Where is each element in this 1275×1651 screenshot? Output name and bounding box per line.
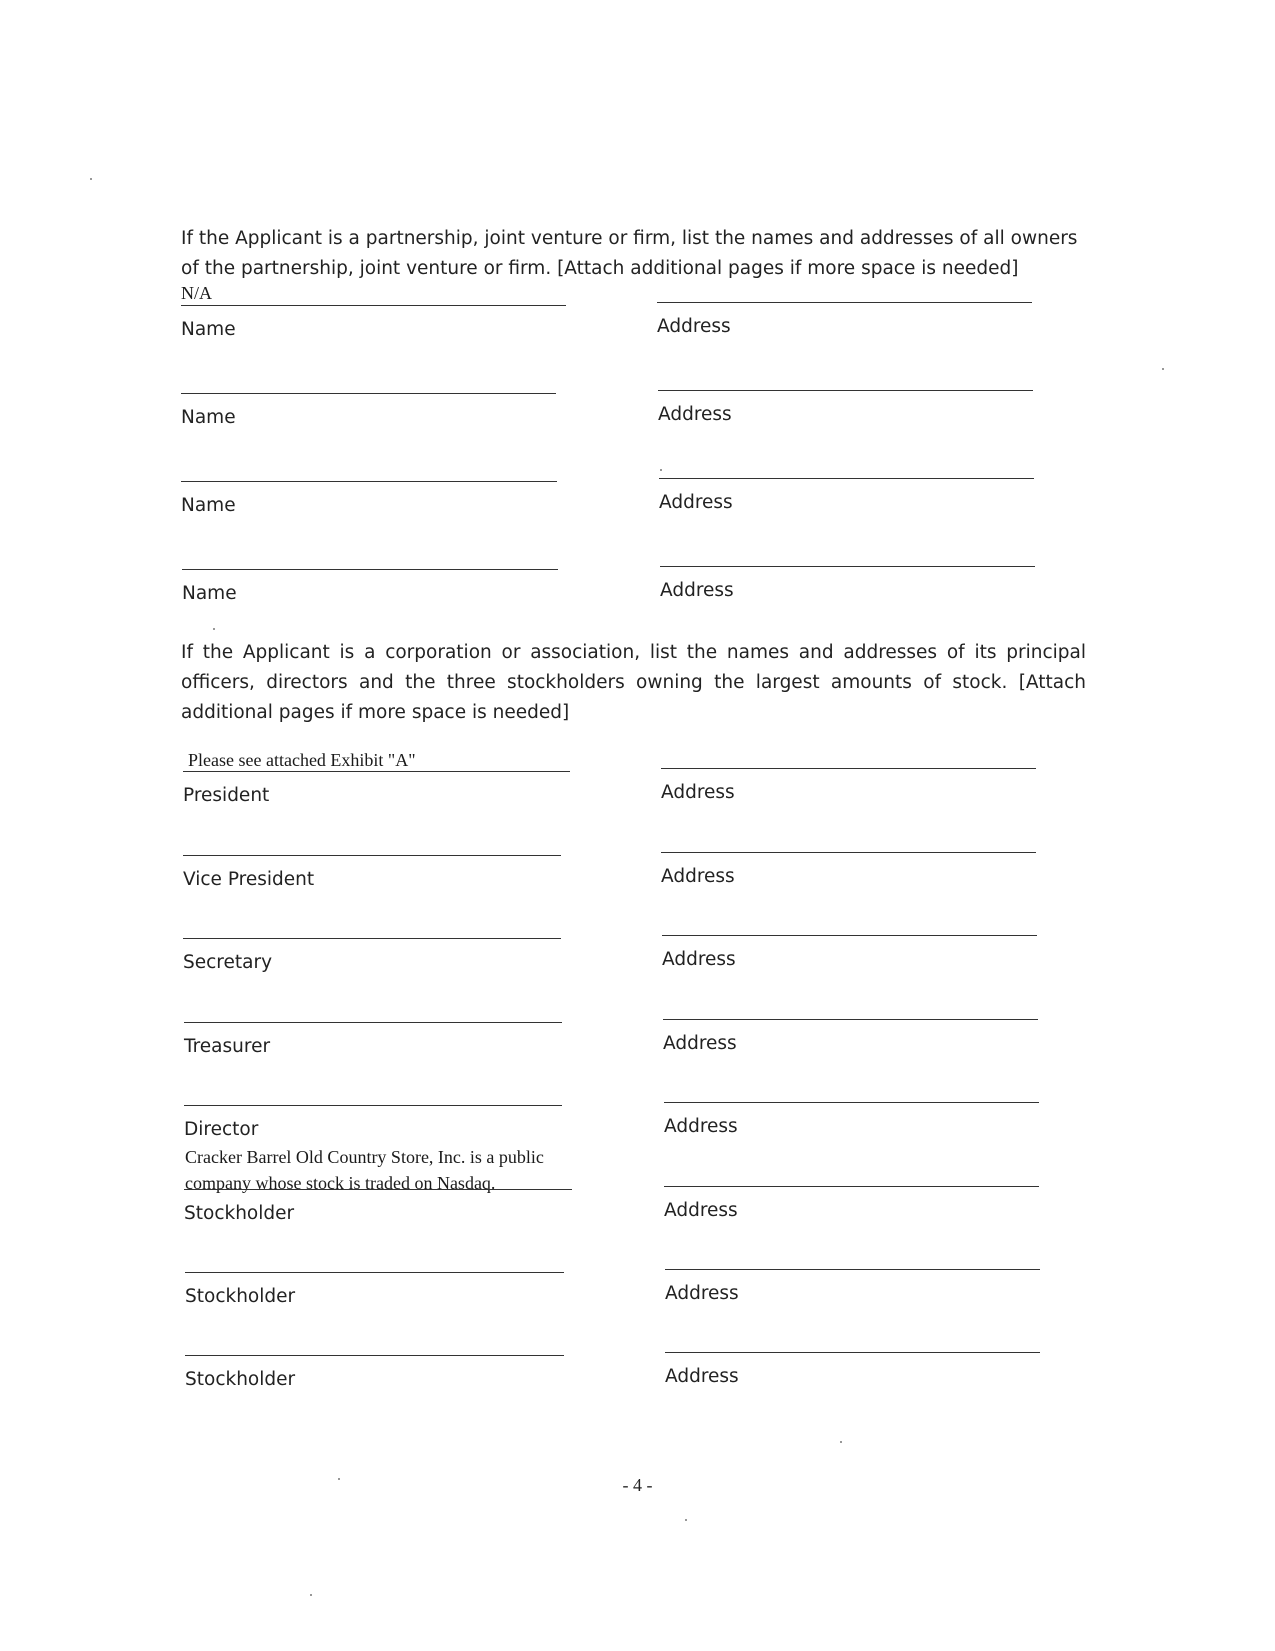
scan-speck: [840, 1441, 842, 1443]
stockholder-address-line-1: [664, 1186, 1039, 1187]
treasurer-label: Treasurer: [184, 1036, 271, 1057]
vice-president-address-field[interactable]: [661, 852, 1036, 888]
president-address-field[interactable]: [661, 768, 1036, 804]
stockholder-address-label-2: Address: [665, 1283, 739, 1304]
stockholder-label-3: Stockholder: [185, 1369, 296, 1390]
owner-name-field-3[interactable]: [181, 481, 557, 517]
stockholder-address-field-2[interactable]: [665, 1269, 1040, 1305]
director-name-field[interactable]: [184, 1105, 562, 1141]
owner-name-line-4: [182, 569, 558, 570]
owner-name-line-3: [181, 481, 557, 482]
scan-speck: [90, 178, 92, 180]
secretary-name-field[interactable]: [183, 938, 561, 974]
owner-name-field-2[interactable]: [181, 393, 556, 429]
stockholder-address-label-1: Address: [664, 1200, 738, 1221]
owner-address-label-4: Address: [660, 580, 734, 601]
director-address-label: Address: [664, 1116, 738, 1137]
owner-address-field-1[interactable]: [657, 302, 1032, 338]
secretary-address-line: [662, 935, 1037, 936]
scan-speck: [660, 469, 662, 471]
owner-address-line-1: [657, 302, 1032, 303]
treasurer-name-line: [184, 1022, 562, 1023]
owner-address-line-4: [660, 566, 1035, 567]
owner-name-label-1: Name: [181, 319, 236, 340]
stockholder-note: Cracker Barrel Old Country Store, Inc. is a public company whose stock is traded on Nasdaq.: [185, 1147, 544, 1193]
director-address-line: [664, 1102, 1039, 1103]
president-name-line: [183, 771, 570, 772]
owner-address-label-1: Address: [657, 316, 731, 337]
stockholder-name-field-1[interactable]: [184, 1189, 572, 1225]
owner-name-label-4: Name: [182, 583, 237, 604]
director-label: Director: [184, 1119, 259, 1140]
secretary-label: Secretary: [183, 952, 273, 973]
partnership-instructions: If the Applicant is a partnership, joint venture or firm, list the names and addresses of all owners of the partnership, joint venture or firm. [Attach additional pages if more space is needed]: [181, 228, 1078, 279]
vice-president-name-line: [183, 855, 561, 856]
stockholder-address-line-3: [665, 1352, 1040, 1353]
owner-name-line-2: [181, 393, 556, 394]
president-address-line: [661, 768, 1036, 769]
owner-address-field-4[interactable]: [660, 566, 1035, 602]
president-label: President: [183, 785, 270, 806]
owner-name-field-4[interactable]: [182, 569, 558, 605]
stockholder-address-line-2: [665, 1269, 1040, 1270]
owner-name-line-1: [181, 305, 566, 306]
scan-speck: [310, 1594, 312, 1596]
secretary-name-line: [183, 938, 561, 939]
president-address-label: Address: [661, 782, 735, 803]
owner-address-label-2: Address: [658, 404, 732, 425]
stockholder-name-line-2: [185, 1272, 564, 1273]
vice-president-name-field[interactable]: [183, 855, 561, 891]
secretary-address-label: Address: [662, 949, 736, 970]
stockholder-name-line-1: [184, 1189, 572, 1190]
owner-name-label-3: Name: [181, 495, 236, 516]
owner-address-field-3[interactable]: [659, 478, 1034, 514]
treasurer-address-label: Address: [663, 1033, 737, 1054]
owner-address-line-3: [659, 478, 1034, 479]
director-address-field[interactable]: [664, 1102, 1039, 1138]
president-name-value: Please see attached Exhibit "A": [188, 750, 416, 770]
vice-president-label: Vice President: [183, 869, 315, 890]
scan-speck: [213, 628, 215, 630]
owner-address-field-2[interactable]: [658, 390, 1033, 426]
president-name-field[interactable]: [183, 750, 570, 807]
page-number: - 4 -: [622, 1475, 653, 1495]
owner-name-field-1[interactable]: [181, 283, 566, 341]
scan-speck: [685, 1519, 687, 1521]
scan-speck: [1162, 368, 1164, 370]
stockholder-label-1: Stockholder: [184, 1203, 295, 1224]
owner-address-line-2: [658, 390, 1033, 391]
corporation-instructions: If the Applicant is a corporation or association, list the names and addresses of its principal officers, directors and the three stockholders owning the largest amounts of stock. [Attach additional pages if more space is needed]: [181, 642, 1086, 723]
owner-address-label-3: Address: [659, 492, 733, 513]
stockholder-name-field-2[interactable]: [185, 1272, 564, 1308]
stockholder-address-field-1[interactable]: [664, 1186, 1039, 1222]
vice-president-address-label: Address: [661, 866, 735, 887]
secretary-address-field[interactable]: [662, 935, 1037, 971]
stockholder-name-line-3: [185, 1355, 564, 1356]
vice-president-address-line: [661, 852, 1036, 853]
director-name-line: [184, 1105, 562, 1106]
stockholder-address-label-3: Address: [665, 1366, 739, 1387]
stockholder-address-field-3[interactable]: [665, 1352, 1040, 1388]
treasurer-name-field[interactable]: [184, 1022, 562, 1058]
scan-speck: [338, 1478, 340, 1480]
owner-name-value-1: N/A: [181, 283, 212, 303]
treasurer-address-line: [663, 1019, 1038, 1020]
treasurer-address-field[interactable]: [663, 1019, 1038, 1055]
stockholder-name-field-3[interactable]: [185, 1355, 564, 1391]
owner-name-label-2: Name: [181, 407, 236, 428]
stockholder-label-2: Stockholder: [185, 1286, 296, 1307]
